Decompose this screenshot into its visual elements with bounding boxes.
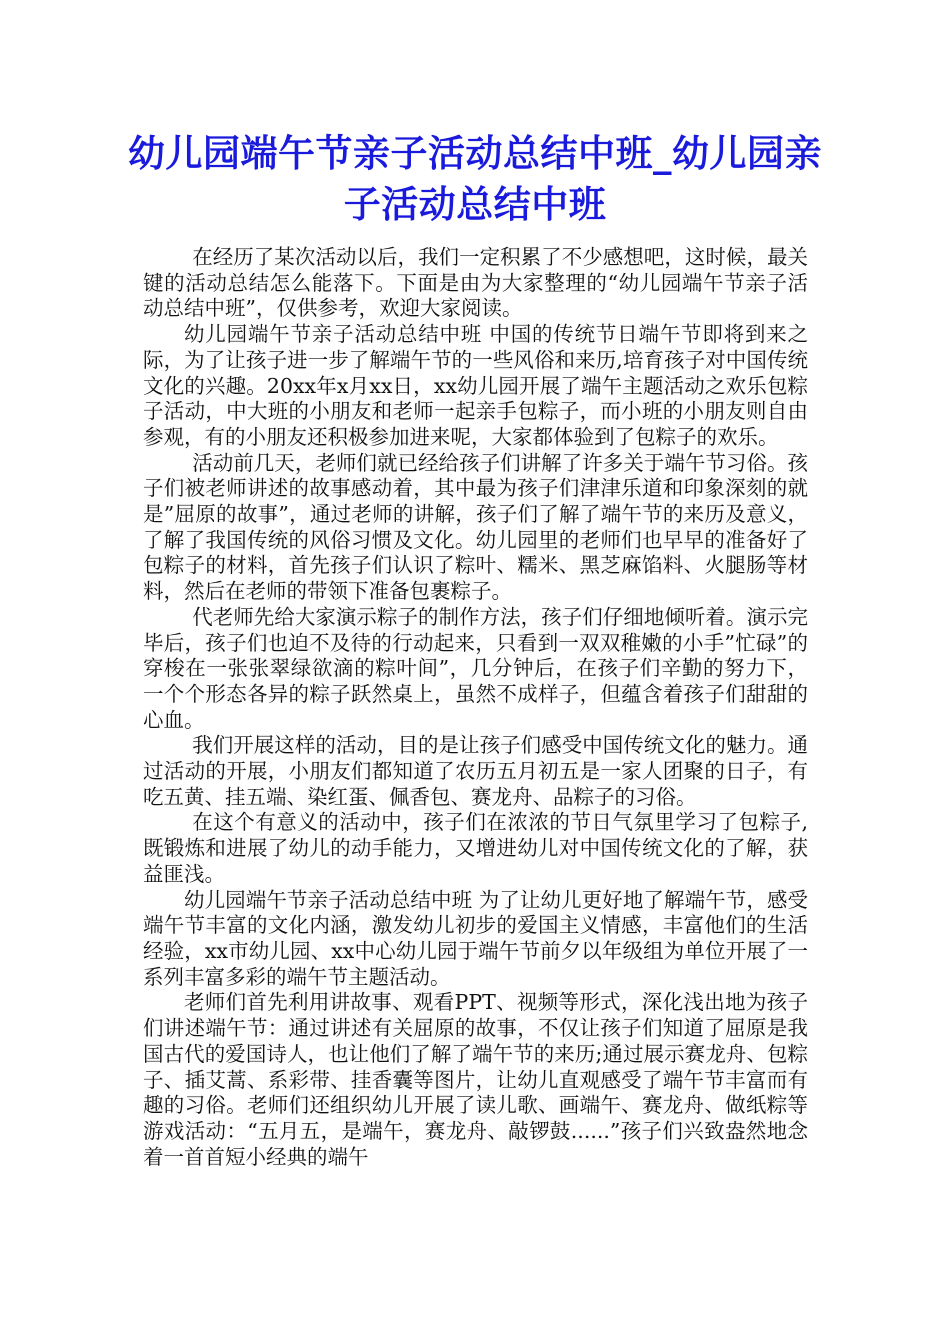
document-body <box>143 245 808 1170</box>
paragraph-preparation: 活动前几天，老师们就已经给孩子们讲解了许多关于端午节习俗。孩子们被老师讲述的故事感动着，其中最为孩子们津津乐道和印象深刻的就是”屈原的故事”，通过老师的讲解，孩子们了解了端午节的来历及意义，了解了我国传统的风俗习惯及文化。幼儿园里的老师们也早早的准备好了包粽子的材料，首先孩子们认识了粽叶、糯米、黑芝麻馅料、火腿肠等材料，然后在老师的带领下准备包裹粽子。 <box>143 450 808 604</box>
paragraph-section-2: 幼儿园端午节亲子活动总结中班 为了让幼儿更好地了解端午节，感受端午节丰富的文化内涵，激发幼儿初步的爱国主义情感，丰富他们的生活经验，xx市幼儿园、xx中心幼儿园于端午节前夕以年级组为单位开展了一系列丰富多彩的端午节主题活动。 <box>143 887 808 989</box>
paragraph-conclusion: 在这个有意义的活动中，孩子们在浓浓的节日气氛里学习了包粽子,既锻炼和进展了幼儿的动手能力，又增进幼儿对中国传统文化的了解，获益匪浅。 <box>143 810 808 886</box>
paragraph-purpose: 我们开展这样的活动，目的是让孩子们感受中国传统文化的魅力。通过活动的开展，小朋友们都知道了农历五月初五是一家人团聚的日子，有吃五黄、挂五端、染红蛋、佩香包、赛龙舟、品粽子的习俗。 <box>143 733 808 809</box>
paragraph-intro: 在经历了某次活动以后，我们一定积累了不少感想吧，这时候，最关键的活动总结怎么能落下。下面是由为大家整理的“幼儿园端午节亲子活动总结中班”，仅供参考，欢迎大家阅读。 <box>143 245 808 321</box>
paragraph-section-1: 幼儿园端午节亲子活动总结中班 中国的传统节日端午节即将到来之际，为了让孩子进一步了解端午节的一些风俗和来历,培育孩子对中国传统文化的兴趣。20xx年x月xx日，xx幼儿园开展了端午主题活动之欢乐包粽子活动，中大班的小朋友和老师一起亲手包粽子，而小班的小朋友则自由参观，有的小朋友还积极参加进来呢，大家都体验到了包粽子的欢乐。 <box>143 322 808 449</box>
paragraph-activities: 老师们首先利用讲故事、观看PPT、视频等形式，深化浅出地为孩子们讲述端午节：通过讲述有关屈原的故事，不仅让孩子们知道了屈原是我国古代的爱国诗人，也让他们了解了端午节的来历;通过展示赛龙舟、包粽子、插艾蒿、系彩带、挂香囊等图片，让幼儿直观感受了端午节丰富而有趣的习俗。老师们还组织幼儿开展了读儿歌、画端午、赛龙舟、做纸粽等游戏活动：“五月五，是端午，赛龙舟、敲锣鼓......”孩子们兴致盎然地念着一首首短小经典的端午 <box>143 990 808 1169</box>
paragraph-demonstration: 代老师先给大家演示粽子的制作方法，孩子们仔细地倾听着。演示完毕后，孩子们也迫不及待的行动起来，只看到一双双稚嫩的小手”忙碌”的穿梭在一张张翠绿欲滴的粽叶间”，几分钟后，在孩子们辛勤的努力下，一个个形态各异的粽子跃然桌上，虽然不成样子，但蕴含着孩子们甜甜的心血。 <box>143 604 808 732</box>
document-title: 幼儿园端午节亲子活动总结中班_幼儿园亲子活动总结中班 <box>128 132 822 226</box>
